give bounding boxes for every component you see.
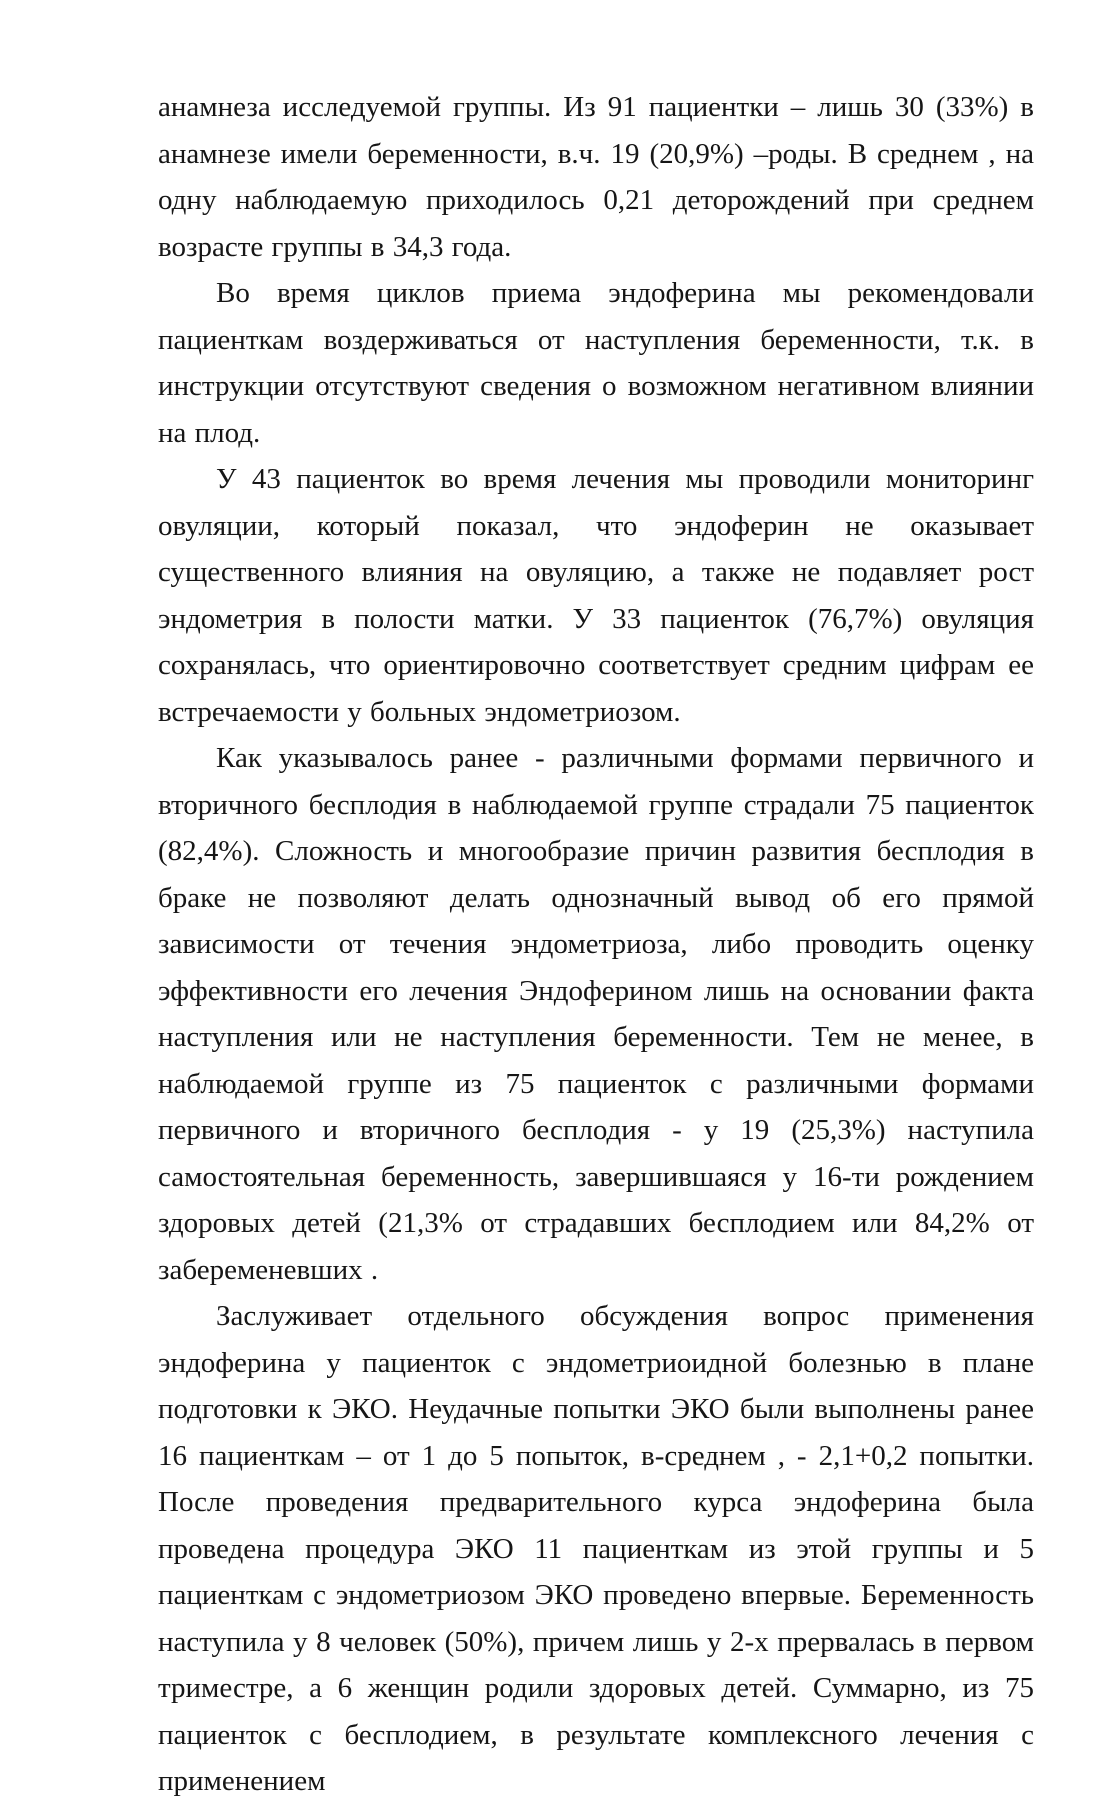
paragraph-eco-preparation: Заслуживает отдельного обсуждения вопрос применения эндоферина у пациенток с эндометриоидной болезнью в плане подготовки к ЭКО. Неудачные попытки ЭКО были выполнены ранее 16 пациенткам – от 1 до 5 попыток, в-среднем , - 2,1+0,2 попытки. После проведения предварительного курса эндоферина была проведена процедура ЭКО 11 пациенткам из этой группы и 5 пациенткам с эндометриозом ЭКО проведено впервые. Беременность наступила у 8 человек (50%), причем лишь у 2-х прервалась в первом триместре, а 6 женщин родили здоровых детей. Суммарно, из 75 пациенток с бесплодием, в результате комплексного лечения с применением xyxy=(158,1300,1034,1797)
paragraph-continuation-anamnesis: анамнеза исследуемой группы. Из 91 пациентки – лишь 30 (33%) в анамнезе имели беременности, в.ч. 19 (20,9%) –роды. В среднем , на одну наблюдаемую приходилось 0,21 деторождений при среднем возрасте группы в 34,3 года. xyxy=(158,91,1034,263)
document-text-block xyxy=(158,84,1034,1805)
paragraph-endoferin-cycles: Во время циклов приема эндоферина мы рекомендовали пациенткам воздерживаться от наступления беременности, т.к. в инструкции отсутствуют сведения о возможном негативном влиянии на плод. xyxy=(158,277,1034,449)
paragraph-ovulation-monitoring: У 43 пациенток во время лечения мы проводили мониторинг овуляции, который показал, что эндоферин не оказывает существенного влияния на овуляцию, а также не подавляет рост эндометрия в полости матки. У 33 пациенток (76,7%) овуляция сохранялась, что ориентировочно соответствует средним цифрам ее встречаемости у больных эндометриозом. xyxy=(158,463,1034,728)
paragraph-infertility-forms: Как указывалось ранее - различными формами первичного и вторичного бесплодия в наблюдаемой группе страдали 75 пациенток (82,4%). Сложность и многообразие причин развития бесплодия в браке не позволяют делать однозначный вывод об его прямой зависимости от течения эндометриоза, либо проводить оценку эффективности его лечения Эндоферином лишь на основании факта наступления или не наступления беременности. Тем не менее, в наблюдаемой группе из 75 пациенток с различными формами первичного и вторичного бесплодия - у 19 (25,3%) наступила самостоятельная беременность, завершившаяся у 16-ти рождением здоровых детей (21,3% от страдавших бесплодием или 84,2% от забеременевших . xyxy=(158,742,1034,1286)
